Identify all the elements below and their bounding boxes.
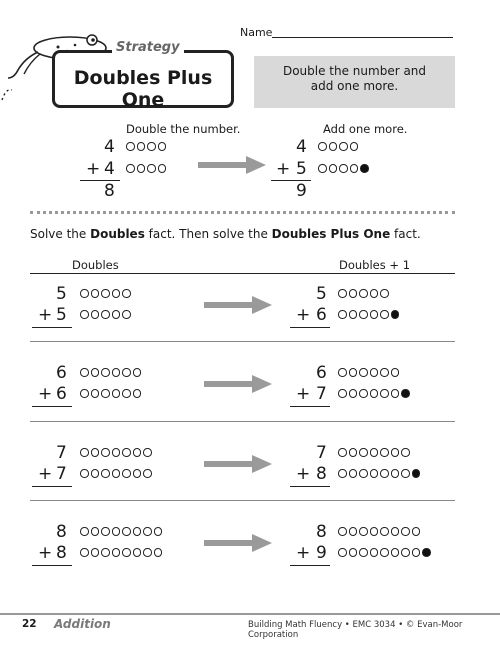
dot [91,548,100,557]
dot [101,548,110,557]
dot [112,548,121,557]
row-separator [30,421,455,422]
doubles-top-number: 5 [56,284,67,304]
dot [143,548,152,557]
dot [349,469,358,478]
dot [401,548,410,557]
page-title: Doubles Plus One [73,67,213,111]
example-left-plus: + [86,159,101,179]
dot [154,548,163,557]
dot [133,527,142,536]
answer-line[interactable] [32,406,72,407]
doubles-plus-one-bottom-dots [338,548,431,557]
strategy-tab: Strategy [112,40,184,55]
doubles-plus-one-bottom-number: 7 [316,384,327,404]
dot [112,368,121,377]
dot [147,164,156,173]
dot [126,164,135,173]
example-left-bottom: 4 [104,159,115,179]
description-text [254,64,455,94]
dot [80,448,89,457]
dot [370,368,379,377]
dot [338,548,347,557]
dot [380,469,389,478]
dot [112,310,121,319]
dot [101,368,110,377]
name-line[interactable] [272,37,453,38]
dot [401,448,410,457]
dot [359,310,368,319]
doubles-plus-one-top-number: 6 [316,363,327,383]
doubles-top-dots [80,368,141,377]
dot [380,548,389,557]
dot [101,389,110,398]
dot [122,389,131,398]
dot [380,527,389,536]
doubles-bottom-dots [80,310,131,319]
dot [359,368,368,377]
instructions-text: fact. [390,227,421,241]
header-rule [30,273,455,274]
doubles-plus-one-top-dots [338,368,399,377]
column-header-doubles-plus-one: Doubles + 1 [339,258,411,272]
dot [391,448,400,457]
doubles-plus-one-bottom-dots [338,310,399,319]
dot [122,469,131,478]
dot [391,469,400,478]
dot [318,142,327,151]
dot [359,469,368,478]
dot [122,548,131,557]
dot [101,310,110,319]
dot [380,448,389,457]
doubles-plus-one-plus-sign: + [296,305,311,325]
dot [133,469,142,478]
answer-line[interactable] [290,486,330,487]
example-left-top: 4 [104,137,115,157]
dot [101,289,110,298]
dot [380,310,389,319]
example-left-top-dots [126,142,166,151]
answer-line[interactable] [32,565,72,566]
dot [318,164,327,173]
dot [112,289,121,298]
dot [370,310,379,319]
doubles-plus-sign: + [38,305,53,325]
dot [380,389,389,398]
dot [370,527,379,536]
dot [329,164,338,173]
dot [380,289,389,298]
dot [359,527,368,536]
dot [80,469,89,478]
dot [112,469,121,478]
example-right-bottom-dots [318,164,369,173]
description-line-1: Double the number and [282,64,427,78]
dot [137,142,146,151]
arrow-right-icon [204,296,272,314]
filled-dot [391,310,400,319]
example-right-plus: + [276,159,291,179]
doubles-bottom-number: 5 [56,305,67,325]
dot [91,389,100,398]
dot [122,448,131,457]
dot [158,142,167,151]
example-right-answer: 9 [296,181,307,201]
doubles-plus-sign: + [38,464,53,484]
doubles-top-number: 8 [56,522,67,542]
dot [339,164,348,173]
filled-dot [422,548,431,557]
dot [370,289,379,298]
doubles-plus-one-top-dots [338,527,420,536]
doubles-plus-one-bottom-number: 8 [316,464,327,484]
dot [80,389,89,398]
doubles-top-dots [80,289,131,298]
dot [349,448,358,457]
dot [370,469,379,478]
example-left-label: Double the number. [126,122,241,136]
dot [349,527,358,536]
dot [122,289,131,298]
doubles-bottom-number: 6 [56,384,67,404]
dot [143,469,152,478]
dot [370,448,379,457]
doubles-plus-one-top-number: 5 [316,284,327,304]
dot [338,527,347,536]
dot [133,448,142,457]
dot [359,548,368,557]
instructions-bold: Doubles Plus One [271,227,391,241]
dot [91,469,100,478]
dot [391,548,400,557]
dot [158,164,167,173]
dot [339,142,348,151]
dot [112,527,121,536]
dot [80,310,89,319]
dot [101,448,110,457]
dot [338,310,347,319]
doubles-plus-sign: + [38,384,53,404]
dot [380,368,389,377]
page-number: 22 [22,618,37,630]
dot [349,389,358,398]
doubles-plus-one-plus-sign: + [296,543,311,563]
dot [147,142,156,151]
description-line-2: add one more. [310,79,399,93]
section-name: Addition [54,617,111,631]
doubles-plus-one-top-number: 8 [316,522,327,542]
dot [80,289,89,298]
doubles-plus-one-plus-sign: + [296,464,311,484]
dot [401,469,410,478]
dot [154,527,163,536]
dot [329,142,338,151]
doubles-bottom-number: 7 [56,464,67,484]
answer-line[interactable] [290,327,330,328]
dot [349,289,358,298]
dot [370,548,379,557]
dot [137,164,146,173]
answer-line[interactable] [290,565,330,566]
dot [338,389,347,398]
arrow-right-icon [198,156,266,174]
doubles-top-number: 7 [56,443,67,463]
example-left-bottom-dots [126,164,166,173]
dot [80,368,89,377]
doubles-plus-one-bottom-dots [338,469,420,478]
dot [112,389,121,398]
dot [412,548,421,557]
row-separator [30,341,455,342]
dot [112,448,121,457]
example-right-bottom: 5 [296,159,307,179]
dot [122,527,131,536]
dot [80,548,89,557]
answer-line[interactable] [32,327,72,328]
doubles-plus-one-bottom-number: 6 [316,305,327,325]
dot [349,548,358,557]
arrow-right-icon [204,534,272,552]
dot [401,527,410,536]
dot [91,310,100,319]
dot [101,527,110,536]
dot [391,389,400,398]
dot [133,368,142,377]
doubles-plus-one-plus-sign: + [296,384,311,404]
example-right-top: 4 [296,137,307,157]
doubles-top-dots [80,448,152,457]
section-divider [30,211,455,214]
doubles-plus-one-bottom-number: 9 [316,543,327,563]
instructions-bold: Doubles [90,227,145,241]
dot [338,289,347,298]
doubles-bottom-number: 8 [56,543,67,563]
doubles-bottom-dots [80,389,141,398]
arrow-right-icon [204,375,272,393]
example-right-top-dots [318,142,358,151]
answer-line[interactable] [32,486,72,487]
doubles-plus-one-top-dots [338,289,389,298]
filled-dot [401,389,410,398]
example-right-label: Add one more. [323,122,408,136]
doubles-top-dots [80,527,162,536]
doubles-bottom-dots [80,548,162,557]
dot [126,142,135,151]
doubles-top-number: 6 [56,363,67,383]
dot [80,527,89,536]
doubles-plus-one-top-number: 7 [316,443,327,463]
dot [359,389,368,398]
instructions-text: fact. Then solve the [144,227,272,241]
name-label: Name [240,26,273,39]
dot [391,527,400,536]
dot [133,389,142,398]
dot [391,368,400,377]
dot [370,389,379,398]
doubles-bottom-dots [80,469,152,478]
footer-credit: Building Math Fluency • EMC 3034 • © Evan-Moor Corporation [248,620,463,640]
dot [350,142,359,151]
answer-line[interactable] [290,406,330,407]
arrow-right-icon [204,455,272,473]
doubles-plus-one-bottom-dots [338,389,410,398]
example-left-answer: 8 [104,181,115,201]
dot [91,289,100,298]
dot [101,469,110,478]
dot [349,310,358,319]
dot [359,289,368,298]
dot [412,527,421,536]
dot [143,527,152,536]
dot [133,548,142,557]
dot [338,469,347,478]
dot [91,448,100,457]
dot [122,368,131,377]
filled-dot [360,164,369,173]
dot [122,310,131,319]
column-header-doubles: Doubles [72,258,119,272]
doubles-plus-sign: + [38,543,53,563]
dot [349,368,358,377]
instructions [30,227,421,241]
row-separator [30,500,455,501]
instructions-text: Solve the [30,227,91,241]
doubles-plus-one-top-dots [338,448,410,457]
dot [91,368,100,377]
dot [359,448,368,457]
filled-dot [412,469,421,478]
dot [338,448,347,457]
dot [338,368,347,377]
dot [143,448,152,457]
dot [350,164,359,173]
dot [91,527,100,536]
